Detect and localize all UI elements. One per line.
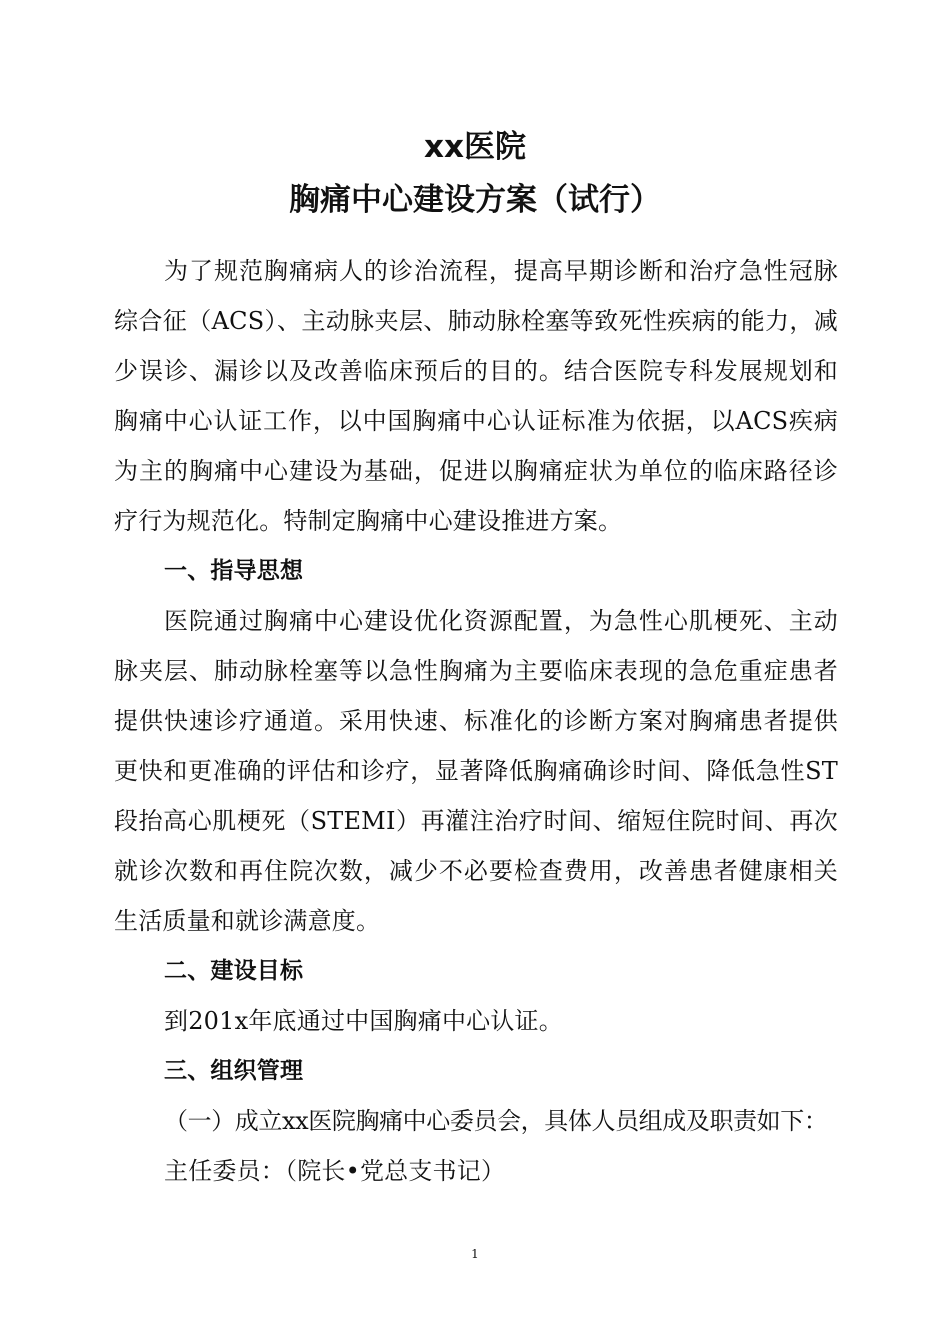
guiding-ideology-paragraph: 医院通过胸痛中心建设优化资源配置，为急性心肌梗死、主动脉夹层、肺动脉栓塞等以急性胸痛为主要临床表现的急危重症患者提供快速诊疗通道。采用快速、标准化的诊断方案对胸痛患者提供更快和更准确的评估和诊疗，显著降低胸痛确诊时间、降低急性ST段抬高心肌梗死（STEMI）再灌注治疗时间、缩短住院时间、再次就诊次数和再住院次数，减少不必要检查费用，改善患者健康相关生活质量和就诊满意度。 (114, 607, 838, 935)
section-heading-construction-goal: 二、建设目标 (164, 958, 304, 984)
construction-goal-paragraph: 到201x年底通过中国胸痛中心认证。 (164, 1007, 563, 1035)
document-body (114, 246, 838, 1196)
organization-item-chairman: 主任委员：（院长•党总支书记） (164, 1157, 506, 1185)
document-title: 胸痛中心建设方案（试行） (289, 182, 661, 218)
section-heading-organization: 三、组织管理 (164, 1058, 304, 1084)
hospital-title: xx医院 (424, 129, 526, 165)
intro-paragraph: 为了规范胸痛病人的诊治流程，提高早期诊断和治疗急性冠脉综合征（ACS）、主动脉夹层、肺动脉栓塞等致死性疾病的能力，减少误诊、漏诊以及改善临床预后的目的。结合医院专科发展规划和胸痛中心认证工作，以中国胸痛中心认证标准为依据，以ACS疾病为主的胸痛中心建设为基础，促进以胸痛症状为单位的临床路径诊疗行为规范化。特制定胸痛中心建设推进方案。 (114, 257, 838, 535)
organization-item-committee: （一）成立xx医院胸痛中心委员会，具体人员组成及职责如下： (164, 1107, 828, 1135)
page-number: 1 (471, 1247, 479, 1261)
section-heading-guiding-ideology: 一、指导思想 (164, 558, 304, 584)
